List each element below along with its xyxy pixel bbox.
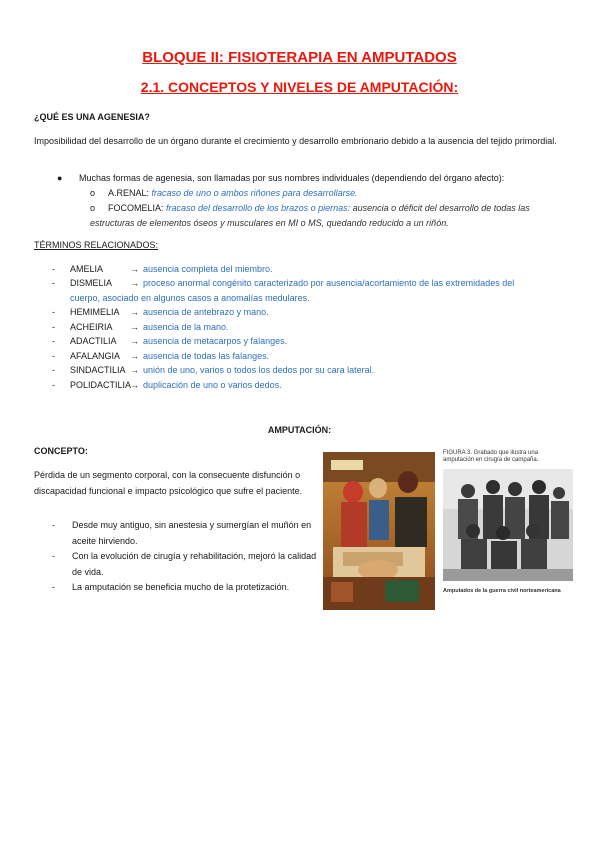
sub-item-name: A.RENAL:	[108, 188, 150, 198]
arrow-icon: →	[130, 307, 139, 317]
arrow-icon: →	[130, 365, 139, 375]
list-item: - Con la evolución de cirugía y rehabilitación, mejoró la calidad de vida.	[52, 551, 317, 577]
figure-caption-top: FIGURA 3. Grabado que ilustra una amputación en cirugía de campaña.	[443, 450, 539, 463]
term-row: - SINDACTILIA → unión de uno, varios o todos los dedos por su cara lateral.	[52, 363, 567, 378]
amputacion-list	[52, 518, 317, 596]
term-name: AMELIA	[70, 264, 104, 274]
document-title: BLOQUE II: FISIOTERAPIA EN AMPUTADOS	[142, 49, 457, 66]
term-desc: proceso anormal congénito caracterizado por ausencia/acortamiento de las extremidades del	[143, 278, 515, 288]
photo-illustration	[443, 469, 573, 581]
term-row: - ACHEIRIA → ausencia de la mano.	[52, 320, 567, 335]
figure-caption-bottom: Amputados de la guerra civil norteamericana	[443, 588, 561, 594]
painting-illustration	[323, 452, 435, 610]
term-row: - AFALANGIA → ausencia de todas las falanges.	[52, 349, 567, 364]
term-desc-continuation: cuerpo, asociado en algunos casos a anomalías medulares.	[70, 293, 310, 303]
term-desc: ausencia de antebrazo y mano.	[143, 307, 269, 317]
list-item-text: Con la evolución de cirugía y rehabilitación, mejoró la calidad de vida.	[72, 551, 317, 577]
term-desc: ausencia de todas las falanges.	[143, 351, 270, 361]
terminos-heading: TÉRMINOS RELACIONADOS:	[34, 240, 159, 250]
arrow-icon: →	[130, 264, 139, 274]
agenesia-heading: ¿QUÉ ES UNA AGENESIA?	[34, 112, 150, 122]
amputacion-heading: AMPUTACIÓN:	[267, 425, 332, 435]
term-name: HEMIMELIA	[70, 307, 120, 317]
arrow-icon: →	[130, 336, 139, 346]
term-name: AFALANGIA	[70, 351, 121, 361]
circle-bullet-icon: o	[90, 203, 96, 213]
agenesia-sub-item	[90, 186, 565, 201]
bullet-dot-icon: ●	[57, 173, 63, 183]
term-name: SINDACTILIA	[70, 365, 126, 375]
term-name: POLIDACTILIA	[70, 380, 132, 390]
term-row: - DISMELIA → proceso anormal congénito caracterizado por ausencia/acortamiento de las extremidades del	[52, 276, 567, 291]
agenesia-definition: Imposibilidad del desarrollo de un órgano durante el crecimiento y desarrollo embrionario debido a la ausencia del tejido primordial.	[34, 136, 557, 146]
sub-item-desc: fracaso de uno o ambos riñones para desarrollarse.	[151, 188, 358, 198]
list-item: - La amputación se beneficia mucho de la protetización.	[52, 582, 290, 592]
term-row: - POLIDACTILIA→ duplicación de uno o varios dedos.	[52, 378, 567, 393]
agenesia-bullet	[57, 171, 567, 186]
term-row: - AMELIA → ausencia completa del miembro.	[52, 262, 567, 277]
document-subtitle: 2.1. CONCEPTOS Y NIVELES DE AMPUTACIÓN:	[140, 79, 459, 95]
term-desc: duplicación de uno o varios dedos.	[143, 380, 282, 390]
arrow-icon: →	[130, 351, 139, 361]
term-row-continuation	[70, 291, 585, 306]
term-name: ADACTILIA	[70, 336, 117, 346]
list-item-text: Desde muy antiguo, sin anestesia y sumergían el muñón en aceite hirviendo.	[72, 520, 312, 546]
medieval-amputation-painting	[323, 452, 435, 610]
arrow-icon: →	[130, 322, 139, 332]
sub-item-name: FOCOMELIA:	[108, 203, 164, 213]
sub-item-extra: ausencia o déficit del desarrollo de todas las estructuras de elementos óseos y musculares en MI o MS, quedando reducido a un riñón.	[90, 203, 530, 228]
sub-item-desc: fracaso del desarrollo de los brazos o piernas:	[166, 203, 351, 213]
term-row: - ADACTILIA → ausencia de metacarpos y falanges.	[52, 334, 567, 349]
term-name: ACHEIRIA	[70, 322, 113, 332]
term-desc: ausencia de la mano.	[143, 322, 229, 332]
arrow-icon: →	[130, 380, 139, 390]
concepto-text: Pérdida de un segmento corporal, con la consecuente disfunción o discapacidad funcional e impacto psicológico que sufre el paciente.	[34, 470, 303, 496]
term-name: DISMELIA	[70, 278, 113, 288]
agenesia-sub-item	[90, 201, 565, 231]
circle-bullet-icon: o	[90, 188, 96, 198]
term-row: - HEMIMELIA → ausencia de antebrazo y mano.	[52, 305, 567, 320]
arrow-icon: →	[130, 278, 139, 288]
list-item: - Desde muy antiguo, sin anestesia y sumergían el muñón en aceite hirviendo.	[52, 520, 312, 546]
agenesia-bullet-text: Muchas formas de agenesia, son llamadas por sus nombres individuales (dependiendo del órgano afecto):	[79, 173, 505, 183]
amputees-photo	[443, 469, 573, 581]
term-desc: ausencia de metacarpos y falanges.	[143, 336, 288, 346]
list-item-text: La amputación se beneficia mucho de la protetización.	[72, 582, 290, 592]
term-desc: unión de uno, varios o todos los dedos por su cara lateral.	[143, 365, 375, 375]
concepto-heading: CONCEPTO:	[34, 446, 88, 456]
term-desc: ausencia completa del miembro.	[143, 264, 273, 274]
